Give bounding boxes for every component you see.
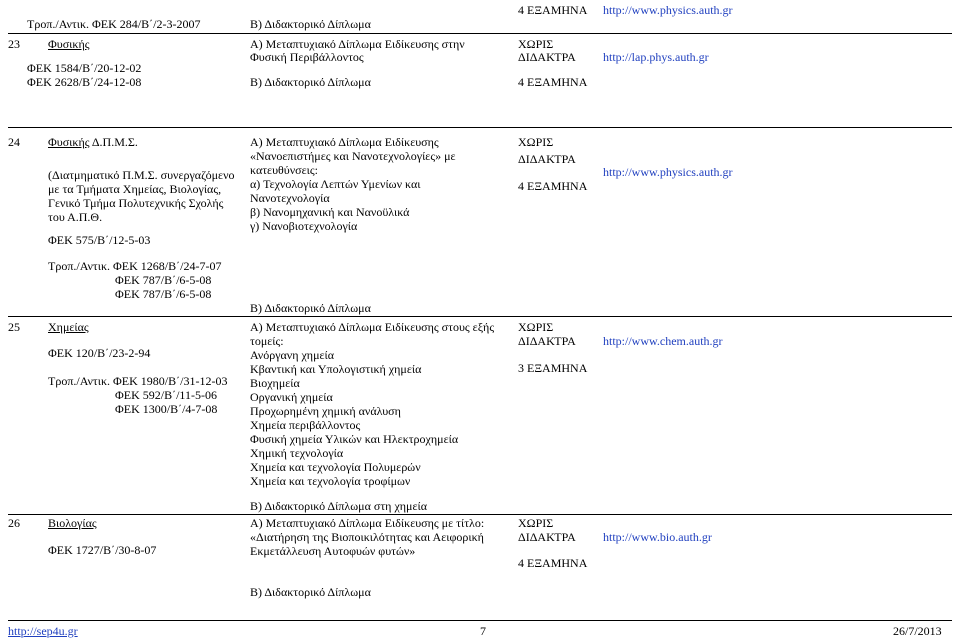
msc-degree: Α) Μεταπτυχιακό Δίπλωμα Ειδίκευσης στην: [250, 37, 465, 51]
msc-degree-line: τομείς:: [250, 334, 284, 348]
phd-degree: Β) Διδακτορικό Δίπλωμα: [250, 585, 371, 599]
phd-degree: Β) Διδακτορικό Δίπλωμα: [250, 301, 371, 315]
tuition-status: ΧΩΡΙΣ: [518, 135, 554, 149]
msc-degree: Α) Μεταπτυχιακό Δίπλωμα Ειδίκευσης: [250, 135, 439, 149]
phd-degree: Β) Διδακτορικό Δίπλωμα: [250, 75, 371, 89]
fek-reference: ΦΕΚ 1727/Β΄/30-8-07: [48, 543, 157, 557]
specialization: Βιοχημεία: [250, 376, 300, 390]
department-link[interactable]: http://www.chem.auth.gr: [603, 334, 723, 348]
specialization: Κβαντική και Υπολογιστική χημεία: [250, 362, 422, 376]
tuition-status: ΧΩΡΙΣ: [518, 516, 554, 530]
modification-fek: Τροπ./Αντικ. ΦΕΚ 1980/Β΄/31-12-03: [48, 374, 228, 388]
row-number: 25: [8, 320, 20, 334]
duration: 4 ΕΞΑΜΗΝΑ: [518, 556, 588, 570]
tuition-status: ΔΙΔΑΚΤΡΑ: [518, 152, 576, 166]
department-link[interactable]: http://www.physics.auth.gr: [603, 3, 733, 17]
tuition-status: ΧΩΡΙΣ: [518, 320, 554, 334]
program-description: Γενικό Τμήμα Πολυτεχνικής Σχολής: [48, 196, 224, 210]
row-divider: [8, 316, 952, 317]
duration: 3 ΕΞΑΜΗΝΑ: [518, 361, 588, 375]
program-description: του Α.Π.Θ.: [48, 210, 103, 224]
department-link[interactable]: http://www.physics.auth.gr: [603, 165, 733, 179]
specialization: γ) Νανοβιοτεχνολογία: [250, 219, 358, 233]
department-link[interactable]: http://www.bio.auth.gr: [603, 530, 712, 544]
row-divider: [8, 33, 952, 34]
modification-fek: ΦΕΚ 787/Β΄/6-5-08: [115, 273, 212, 287]
department-name: Φυσικής: [48, 37, 90, 51]
phd-degree: Β) Διδακτορικό Δίπλωμα: [250, 17, 371, 31]
msc-degree-line: Εκμετάλλευση Αυτοφυών φυτών»: [250, 544, 416, 558]
footer-date: 26/7/2013: [893, 624, 942, 638]
specialization: Χημεία και τεχνολογία Πολυμερών: [250, 460, 421, 474]
modification-fek: Τροπ./Αντικ. ΦΕΚ 284/Β΄/2-3-2007: [27, 17, 201, 31]
row-divider: [8, 514, 952, 515]
fek-reference: ΦΕΚ 575/Β΄/12-5-03: [48, 233, 151, 247]
specialization: Νανοτεχνολογία: [250, 191, 330, 205]
department-name: Βιολογίας: [48, 516, 97, 530]
row-number: 26: [8, 516, 20, 530]
modification-fek: ΦΕΚ 787/Β΄/6-5-08: [115, 287, 212, 301]
specialization: Προχωρημένη χημική ανάλυση: [250, 404, 401, 418]
modification-fek: Τροπ./Αντικ. ΦΕΚ 1268/Β΄/24-7-07: [48, 259, 222, 273]
page-number: 7: [480, 624, 486, 638]
program-type: Δ.Π.Μ.Σ.: [91, 135, 138, 149]
msc-degree-line: κατευθύνσεις:: [250, 163, 318, 177]
footer-site-link[interactable]: http://sep4u.gr: [8, 624, 78, 638]
department-name: [48, 135, 138, 149]
phd-degree: Β) Διδακτορικό Δίπλωμα στη χημεία: [250, 499, 428, 513]
specialization: Χημεία και τεχνολογία τροφίμων: [250, 474, 411, 488]
msc-degree-line: Φυσική Περιβάλλοντος: [250, 50, 364, 64]
duration: 4 ΕΞΑΜΗΝΑ: [518, 179, 588, 193]
modification-fek: ΦΕΚ 1300/Β΄/4-7-08: [115, 402, 218, 416]
tuition-status: ΧΩΡΙΣ: [518, 37, 554, 51]
msc-degree: Α) Μεταπτυχιακό Δίπλωμα Ειδίκευσης στους εξής: [250, 320, 495, 334]
department-name-main: Φυσικής: [48, 135, 90, 149]
duration: 4 ΕΞΑΜΗΝΑ: [518, 3, 588, 17]
modification-fek: ΦΕΚ 592/Β΄/11-5-06: [115, 388, 217, 402]
specialization: Φυσική χημεία Υλικών και Ηλεκτροχημεία: [250, 432, 459, 446]
msc-degree: Α) Μεταπτυχιακό Δίπλωμα Ειδίκευσης με τίτλο:: [250, 516, 485, 530]
department-name: Χημείας: [48, 320, 89, 334]
specialization: β) Νανομηχανική και Νανοϋλικά: [250, 205, 410, 219]
row-number: 24: [8, 135, 20, 149]
department-link[interactable]: http://lap.phys.auth.gr: [603, 50, 709, 64]
row-number: 23: [8, 37, 20, 51]
fek-reference: ΦΕΚ 2628/Β΄/24-12-08: [27, 75, 142, 89]
row-divider: [8, 127, 952, 128]
msc-degree-line: «Νανοεπιστήμες και Νανοτεχνολογίες» με: [250, 149, 456, 163]
specialization: α) Τεχνολογία Λεπτών Υμενίων και: [250, 177, 421, 191]
program-description: με τα Τμήματα Χημείας, Βιολογίας,: [48, 182, 222, 196]
tuition-status: ΔΙΔΑΚΤΡΑ: [518, 530, 576, 544]
program-description: (Διατμηματικό Π.Μ.Σ. συνεργαζόμενο: [48, 168, 235, 182]
specialization: Ανόργανη χημεία: [250, 348, 335, 362]
specialization: Οργανική χημεία: [250, 390, 333, 404]
fek-reference: ΦΕΚ 1584/Β΄/20-12-02: [27, 61, 142, 75]
fek-reference: ΦΕΚ 120/Β΄/23-2-94: [48, 346, 151, 360]
tuition-status: ΔΙΔΑΚΤΡΑ: [518, 50, 576, 64]
msc-degree-line: «Διατήρηση της Βιοποικιλότητας και Αειφορική: [250, 530, 484, 544]
specialization: Χημεία περιβάλλοντος: [250, 418, 361, 432]
duration: 4 ΕΞΑΜΗΝΑ: [518, 75, 588, 89]
footer-divider: [8, 620, 952, 621]
tuition-status: ΔΙΔΑΚΤΡΑ: [518, 334, 576, 348]
specialization: Χημική τεχνολογία: [250, 446, 344, 460]
